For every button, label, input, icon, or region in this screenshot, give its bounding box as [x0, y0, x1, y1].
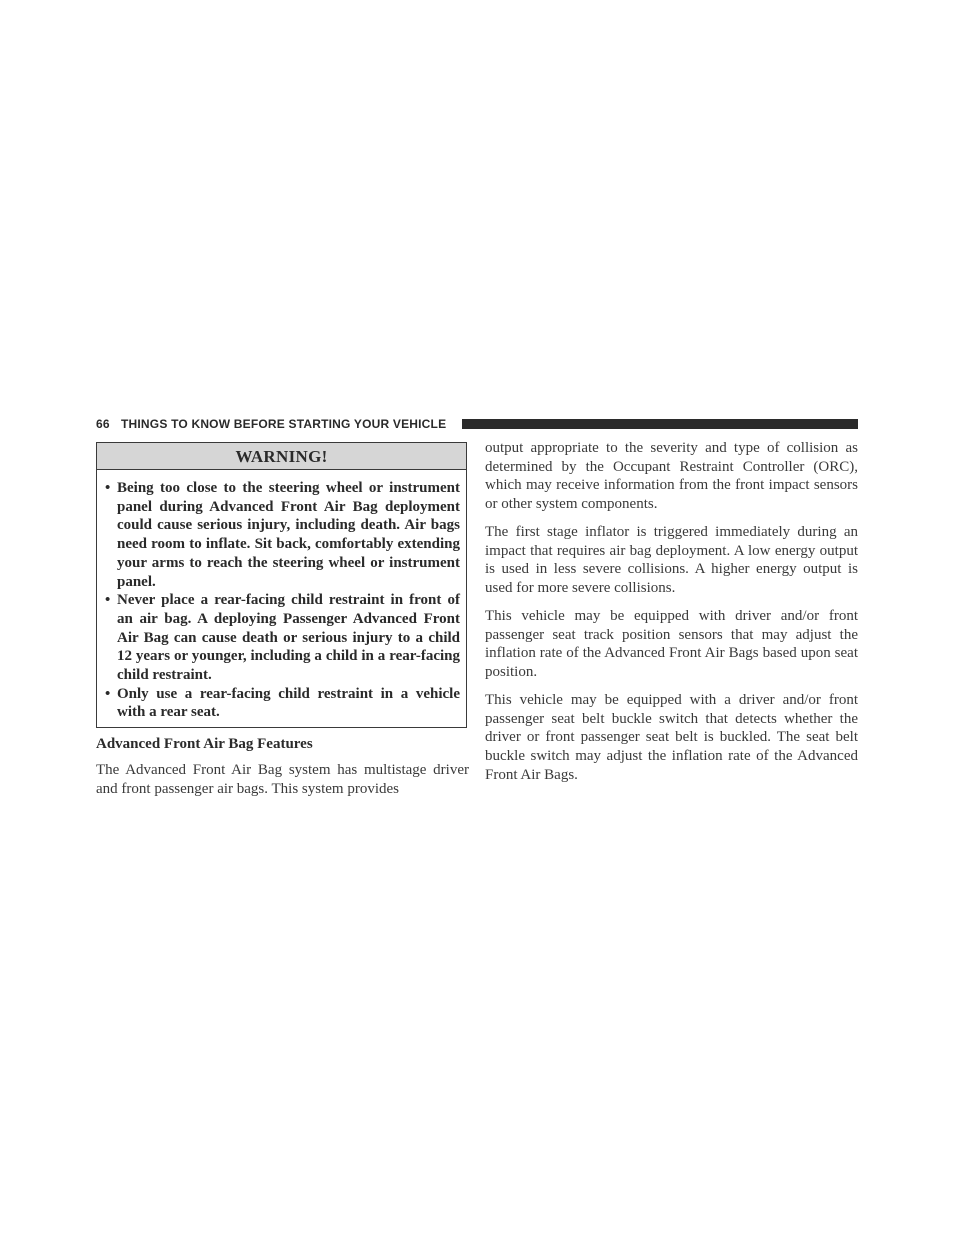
body-paragraph: This vehicle may be equipped with driver and/or front passenger seat track position sensors that may adjust the inflation rate of the Advanced Front Air Bags based upon seat position. [485, 608, 858, 681]
bullet-icon: • [105, 685, 111, 702]
warning-box [96, 442, 467, 728]
header-rule-bar [462, 419, 858, 429]
bullet-icon: • [105, 592, 111, 609]
page-header [96, 416, 858, 432]
warning-item [105, 685, 460, 722]
body-paragraph: The Advanced Front Air Bag system has multistage driver and front passenger air bags. This system provides [96, 762, 469, 797]
body-paragraph: output appropriate to the severity and type of collision as determined by the Occupant Restraint Controller (ORC), which may receive information from the front impact sensors or other system components. [485, 440, 858, 513]
section-title: THINGS TO KNOW BEFORE STARTING YOUR VEHICLE [121, 417, 447, 431]
bullet-icon: • [105, 480, 111, 496]
warning-item-text: Only use a rear-facing child restraint in a vehicle with a rear seat. [117, 685, 460, 721]
warning-item [105, 591, 460, 685]
warning-item-text: Being too close to the steering wheel or instrument panel during Advanced Front Air Bag deployment could cause serious injury, including death. Air bags need room to inflate. Sit back, comfortably extending your arms to reach the steering wheel or instrument panel. [117, 480, 460, 590]
body-paragraph: The first stage inflator is triggered immediately during an impact that requires air bag deployment. A low energy output is used in less severe collisions. A higher energy output is used for more severe collisions. [485, 524, 858, 597]
warning-item [105, 479, 460, 591]
page-number: 66 [96, 417, 110, 431]
warning-item-text: Never place a rear-facing child restraint in front of an air bag. A deploying Passenger Advanced Front Air Bag can cause death or serious injury to a child 12 years or younger, including a child in a rear-facing child restraint. [117, 592, 460, 684]
body-paragraph: This vehicle may be equipped with a driver and/or front passenger seat belt buckle switch that detects whether the driver or front passenger seat belt is buckled. The seat belt buckle switch may adjust the inflation rate of the Advanced Front Air Bags. [485, 692, 858, 783]
warning-title: WARNING! [97, 443, 466, 470]
warning-list [97, 470, 466, 722]
subheading: Advanced Front Air Bag Features [96, 736, 313, 752]
